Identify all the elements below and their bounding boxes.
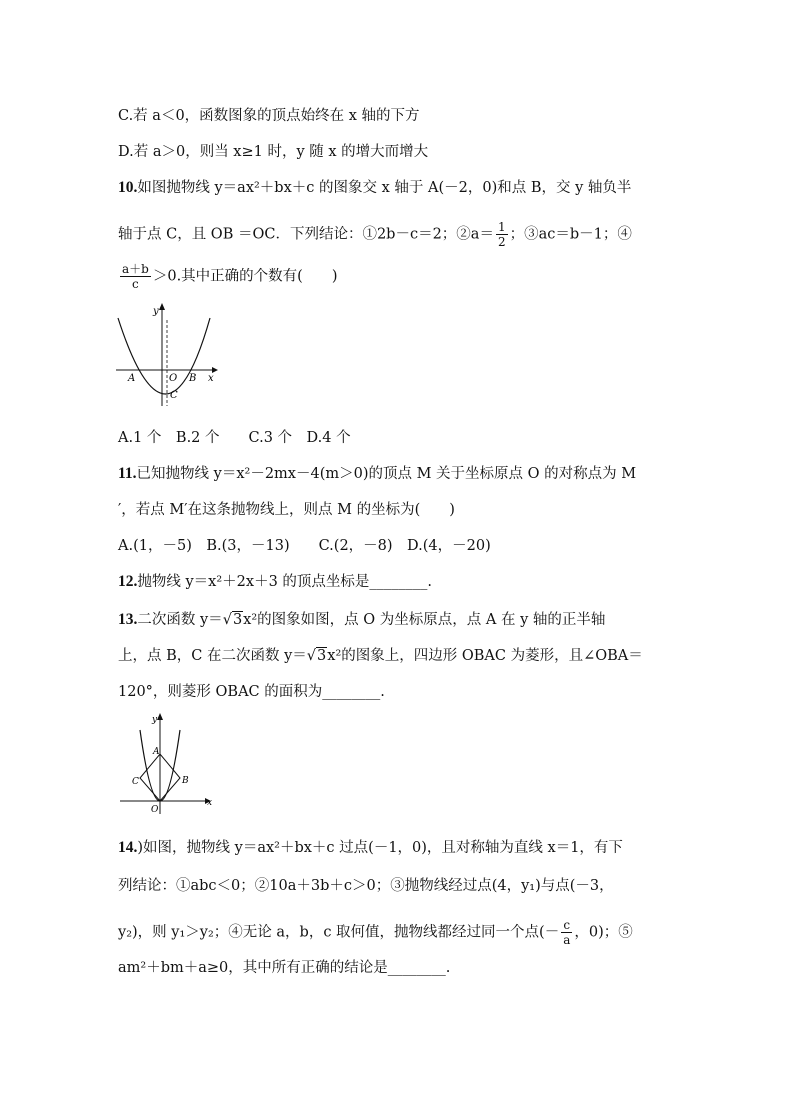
q13-text-2a: 上，点 B，C 在二次函数 y＝ <box>118 648 307 664</box>
label-c: C <box>170 390 178 401</box>
q10-fraction-abc <box>120 262 151 291</box>
q10-line-1 <box>118 178 631 198</box>
q14-text-3a: y₂)，则 y₁＞y₂；④无论 a，b，c 取何值，抛物线都经过同一个点(－ <box>118 924 560 941</box>
q13-text-2b: x²的图象上，四边形 OBAC 为菱形，且∠OBA＝ <box>327 648 643 664</box>
q14-line-1 <box>118 838 623 858</box>
q10-text-2: 轴于点 C，且 OB ＝OC．下列结论：①2b－c＝2；②a＝ <box>118 226 494 243</box>
q13-text-1b: x²的图象如图，点 O 为坐标原点，点 A 在 y 轴的正半轴 <box>243 612 606 628</box>
sqrt-radicand: 3 <box>317 648 327 664</box>
label-c: C <box>132 777 139 787</box>
q13-line-3: 120°，则菱形 OBAC 的面积为________. <box>118 684 385 700</box>
sqrt-radicand: 3 <box>232 612 243 628</box>
q10-fraction-half <box>496 220 508 249</box>
q10-parabola-figure <box>112 300 224 410</box>
label-a: A <box>128 373 136 384</box>
q11-options: A.(1，－5) B.(3，－13) C.(2，－8) D.(4，－20) <box>118 538 491 554</box>
q12-line <box>118 572 432 592</box>
label-o: O <box>151 805 159 815</box>
q14-text-3b: ，0)；⑤ <box>574 924 633 941</box>
fraction-denominator: 2 <box>497 235 506 249</box>
label-x: x <box>207 798 213 808</box>
q12-text: 抛物线 y＝x²＋2x＋3 的顶点坐标是________. <box>137 574 433 590</box>
q10-line-3 <box>118 262 338 291</box>
option-c-line: C.若 a＜0，函数图象的顶点始终在 x 轴的下方 <box>118 108 420 124</box>
q13-text-1a: 二次函数 y＝ <box>137 612 223 628</box>
label-x: x <box>208 373 214 384</box>
q13-line-2: 上，点 B，C 在二次函数 y＝√3x²的图象上，四边形 OBAC 为菱形，且∠OBA＝ <box>118 648 643 664</box>
q13-line-1: 13.二次函数 y＝√3x²的图象如图，点 O 为坐标原点，点 A 在 y 轴的正半轴 <box>118 611 606 628</box>
fraction-denominator: a <box>563 933 571 947</box>
q11-line-2: ′，若点 M′在这条抛物线上，则点 M 的坐标为( ) <box>118 502 455 518</box>
q14-number: 14. <box>118 839 138 856</box>
q12-number: 12. <box>118 573 138 590</box>
q14-fraction-ca <box>561 918 572 947</box>
q11-line-1 <box>118 464 636 484</box>
q14-line-4: am²＋bm＋a≥0，其中所有正确的结论是________. <box>118 960 451 976</box>
q10-line-2 <box>118 220 632 249</box>
label-y: y <box>152 715 158 725</box>
label-b: B <box>189 373 197 384</box>
fraction-numerator: c <box>561 918 572 933</box>
fraction-denominator: c <box>132 277 139 291</box>
label-a: A <box>153 747 160 757</box>
label-y: y <box>153 306 159 317</box>
q11-number: 11. <box>118 465 137 482</box>
label-o: O <box>169 373 178 384</box>
q13-rhombus-figure <box>114 710 218 820</box>
y-axis-arrow-icon <box>157 713 163 720</box>
fraction-numerator: 1 <box>497 220 506 234</box>
q14-line-2: 列结论：①abc＜0；②10a＋3b＋c＞0；③抛物线经过点(4，y₁)与点(－3， <box>118 878 614 894</box>
q10-options: A.1 个 B.2 个 C.3 个 D.4 个 <box>118 430 351 446</box>
q14-line-3 <box>118 918 633 947</box>
q14-text-1: )如图，抛物线 y＝ax²＋bx＋c 过点(－1，0)，且对称轴为直线 x＝1，有下 <box>137 840 623 856</box>
option-d-line: D.若 a＞0，则当 x≥1 时，y 随 x 的增大而增大 <box>118 144 429 160</box>
q11-text-1: 已知抛物线 y＝x²－2mx－4(m＞0)的顶点 M 关于坐标原点 O 的对称点为 M <box>136 466 637 482</box>
q10-number: 10. <box>118 179 138 196</box>
q10-text-1: 如图抛物线 y＝ax²＋bx＋c 的图象交 x 轴于 A(－2，0)和点 B，交 y 轴负半 <box>137 180 632 196</box>
label-b: B <box>182 776 189 786</box>
q13-number: 13. <box>118 611 138 628</box>
fraction-numerator: a＋b <box>122 262 149 276</box>
y-axis-arrow-icon <box>159 303 165 310</box>
q10-text-3: ；③ac＝b－1；④ <box>509 226 632 243</box>
q10-text-4: ＞0.其中正确的个数有( ) <box>152 268 338 285</box>
